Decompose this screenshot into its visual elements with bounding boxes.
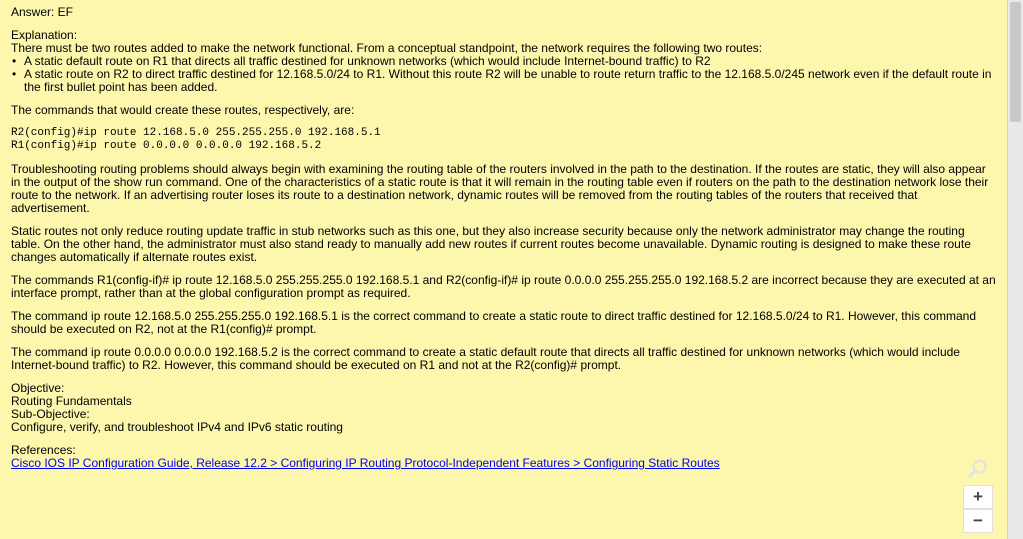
commands-intro: The commands that would create these routes, respectively, are: [11, 103, 355, 117]
paragraph-r2-command: The command ip route 12.168.5.0 255.255.255.0 192.168.5.1 is the correct command to create a static route to direct traffic destined for 12.168.5.0/24 to R1. However, this command should be executed on R2, not at the R1(config)# prompt. [11, 309, 977, 336]
command-line: R2(config)#ip route 12.168.5.0 255.255.255.0 192.168.5.1 [11, 127, 381, 139]
paragraph-static-routes: Static routes not only reduce routing update traffic in stub networks such as this one, but they also increase security because only the network administrator may change the routing table. On the other hand, the administrator must also stand ready to manually add new routes if current routes become unavailable. Dynamic routing is designed to make these route changes automatically if alternate routes exist. [11, 224, 971, 264]
zoom-in-button[interactable] [963, 485, 993, 509]
objective-heading: Objective: [11, 381, 65, 395]
reference-link[interactable]: Cisco IOS IP Configuration Guide, Release 12.2 > Configuring IP Routing Protocol-Independent Features > Configuring Static Routes [11, 456, 720, 470]
answer-line: Answer: EF [11, 5, 74, 19]
zoom-controls [963, 457, 993, 535]
vertical-scrollbar[interactable] [1007, 0, 1023, 539]
zoom-out-button[interactable] [963, 509, 993, 533]
command-block [11, 127, 997, 153]
search-icon[interactable] [963, 457, 993, 481]
paragraph-incorrect-commands: The commands R1(config-if)# ip route 12.168.5.0 255.255.255.0 192.168.5.1 and R2(config-if)# ip route 0.0.0.0 255.255.255.0 192.168.5.2 are incorrect because they are executed at an interface prompt, rather than at the global configuration prompt as required. [11, 273, 996, 300]
sub-objective-heading: Sub-Objective: [11, 407, 90, 421]
zoom-out-icon: − [973, 511, 983, 530]
objective-text: Routing Fundamentals [11, 394, 132, 408]
list-item: • A static default route on R1 that directs all traffic destined for unknown networks (which would include Internet-bound traffic) to R2 [11, 55, 997, 68]
paragraph-r1-command: The command ip route 0.0.0.0 0.0.0.0 192.168.5.2 is the correct command to create a static default route that directs all traffic destined for unknown networks (which would include Internet-bound traffic) to R2. However, this command should be executed on R1 and not at the R2(config)# prompt. [11, 345, 960, 372]
sub-objective-text: Configure, verify, and troubleshoot IPv4 and IPv6 static routing [11, 420, 343, 434]
zoom-in-icon: + [973, 487, 983, 506]
references-heading: References: [11, 443, 76, 457]
explanation-heading: Explanation: [11, 28, 78, 42]
explanation-intro: There must be two routes added to make the network functional. From a conceptual standpoint, the network requires the following two routes: [11, 41, 763, 55]
required-routes-list [11, 55, 997, 94]
paragraph-troubleshooting: Troubleshooting routing problems should always begin with examining the routing table of the routers involved in the path to the destination. If the routes are static, they will also appear in the output of the show run command. One of the characteristics of a static route is that it will remain in the routing table even if routers on the path to the destination network lose their route to the network. If an advertising router loses its route to a destination network, dynamic routes will be removed from the routing tables of the routers that received that advertisement. [11, 162, 989, 215]
scrollbar-thumb[interactable] [1010, 2, 1021, 122]
command-line: R1(config)#ip route 0.0.0.0 0.0.0.0 192.168.5.2 [11, 140, 322, 152]
list-item: • A static route on R2 to direct traffic destined for 12.168.5.0/24 to R1. Without this route R2 will be unable to route return traffic to the 12.168.5.0/245 network even if the default route in the first bullet point has been added. [11, 68, 997, 94]
